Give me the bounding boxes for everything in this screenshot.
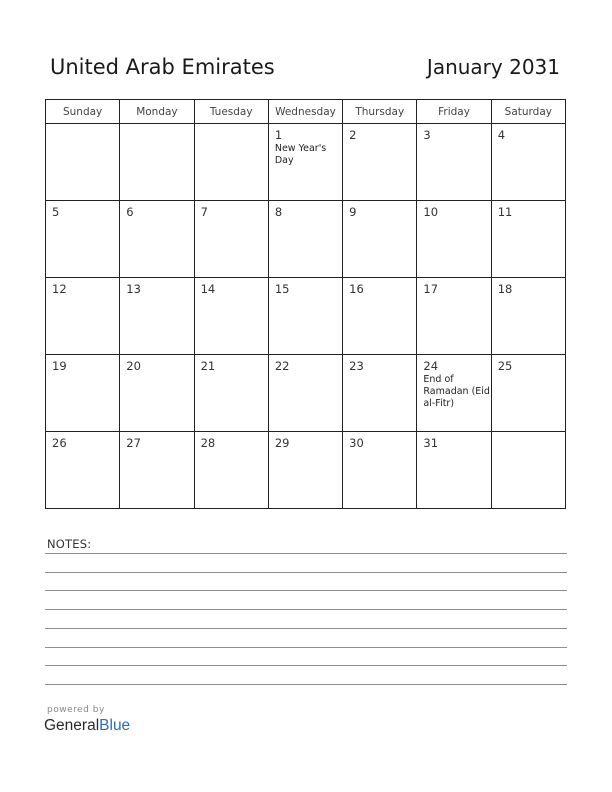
notes-line [45, 647, 567, 648]
day-number: 10 [423, 205, 439, 219]
day-cell [46, 355, 120, 432]
powered-by-text: powered by [47, 705, 105, 715]
day-cell [491, 124, 565, 201]
week-row [46, 432, 566, 509]
day-cell [417, 355, 491, 432]
month-title: January 2031 [426, 55, 560, 79]
day-cell [343, 355, 417, 432]
day-cell [343, 124, 417, 201]
day-cell [268, 432, 342, 509]
calendar-grid [45, 99, 566, 509]
week-row [46, 124, 566, 201]
notes-line [45, 609, 567, 610]
day-number: 5 [52, 205, 60, 219]
day-cell [268, 124, 342, 201]
day-number: 6 [126, 205, 134, 219]
weekday-header-row [46, 100, 566, 124]
day-cell [343, 432, 417, 509]
day-number: 20 [126, 359, 141, 373]
notes-label: NOTES: [47, 537, 92, 551]
day-number: 29 [274, 436, 290, 450]
brand-part-blue: Blue [99, 717, 131, 734]
empty-day-cell [194, 124, 268, 201]
notes-line [45, 590, 567, 591]
notes-line [45, 572, 567, 573]
empty-day-cell [46, 124, 120, 201]
day-cell [417, 124, 491, 201]
weekday-saturday: Saturday [491, 100, 565, 124]
weekday-friday: Friday [417, 100, 491, 124]
day-number: 16 [349, 282, 364, 296]
empty-day-cell [491, 432, 565, 509]
day-number: 24 [423, 359, 439, 373]
week-row [46, 278, 566, 355]
day-cell [46, 278, 120, 355]
day-cell [491, 201, 565, 278]
calendar-body [46, 124, 566, 509]
day-cell [491, 278, 565, 355]
day-cell [343, 278, 417, 355]
holiday-label: End of Ramadan (Eid al-Fitr) [423, 374, 490, 409]
generalblue-logo [44, 717, 130, 735]
notes-line [45, 684, 567, 685]
day-number: 21 [200, 359, 216, 373]
day-number: 11 [497, 205, 513, 219]
day-number: 3 [423, 128, 431, 142]
day-number: 28 [200, 436, 216, 450]
day-cell [194, 278, 268, 355]
day-number: 4 [497, 128, 506, 142]
day-number: 27 [126, 436, 141, 450]
holiday-label: New Year's Day [274, 143, 327, 166]
day-cell [417, 278, 491, 355]
day-cell [120, 432, 194, 509]
day-number: 9 [349, 205, 357, 219]
week-row [46, 201, 566, 278]
day-cell [46, 201, 120, 278]
day-number: 13 [126, 282, 141, 296]
day-number: 30 [349, 436, 364, 450]
day-cell [120, 355, 194, 432]
day-cell [491, 355, 565, 432]
notes-line [45, 628, 567, 629]
day-number: 15 [274, 282, 290, 296]
weekday-thursday: Thursday [343, 100, 417, 124]
day-cell [120, 201, 194, 278]
day-cell [417, 432, 491, 509]
day-cell [194, 355, 268, 432]
weekday-sunday: Sunday [46, 100, 120, 124]
empty-day-cell [120, 124, 194, 201]
notes-line [45, 665, 567, 666]
country-title: United Arab Emirates [50, 55, 275, 79]
day-number: 31 [423, 436, 439, 450]
day-number: 26 [52, 436, 67, 450]
notes-line [45, 553, 567, 554]
day-number: 8 [274, 205, 283, 219]
day-number: 1 [274, 128, 283, 142]
day-number: 2 [349, 128, 357, 142]
day-number: 17 [423, 282, 439, 296]
day-cell [343, 201, 417, 278]
day-number: 7 [200, 205, 208, 219]
weekday-wednesday: Wednesday [268, 100, 342, 124]
day-cell [120, 278, 194, 355]
weekday-tuesday: Tuesday [194, 100, 268, 124]
day-cell [417, 201, 491, 278]
day-cell [46, 432, 120, 509]
day-cell [268, 201, 342, 278]
week-row [46, 355, 566, 432]
day-cell [194, 432, 268, 509]
day-number: 25 [497, 359, 513, 373]
day-number: 23 [349, 359, 364, 373]
day-number: 12 [52, 282, 67, 296]
day-number: 22 [274, 359, 290, 373]
day-number: 19 [52, 359, 67, 373]
day-number: 18 [497, 282, 513, 296]
day-cell [194, 201, 268, 278]
brand-part-general: General [44, 717, 100, 734]
day-cell [268, 278, 342, 355]
weekday-monday: Monday [120, 100, 194, 124]
day-cell [268, 355, 342, 432]
day-number: 14 [200, 282, 216, 296]
